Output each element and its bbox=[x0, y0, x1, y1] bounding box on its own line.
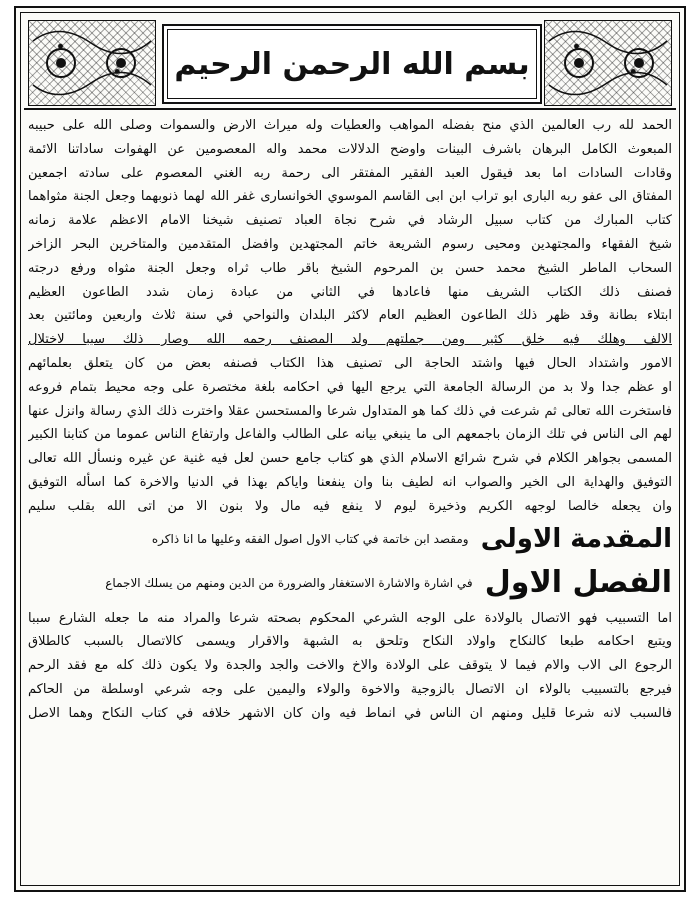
header-band bbox=[24, 16, 676, 110]
bismillah-title: بسم الله الرحمن الرحيم bbox=[174, 46, 530, 82]
floral-ornament-icon bbox=[28, 20, 156, 106]
text-line: السحاب الماطر الشيخ محمد حسن بن المرحوم الشيخ باقر طاب ثراه وجعل الجنة مثواه ورفع درجته bbox=[28, 260, 672, 276]
text-line: وان يجعله خالصا لوجهه الكريم وذخيرة ليوم لا ينفع فيه مال ولا بنون الا من اتى الله بقلب سليم bbox=[28, 498, 672, 514]
text-line: فالسبب لانه شرعا قليل ومنهم ان الناس في انماط فيه وان كان الاشهر خلافه في كتاب النكاح وهما الاصل bbox=[28, 705, 672, 721]
text-line: اما التسبيب فهو الاتصال بالولادة على الوجه الشرعي المحكوم بصحته شرعا والمراد منه ما جعله الشارع سببا bbox=[28, 610, 672, 626]
text-line: الرجوع الى الاب والام فيما لا يتوقف على الولادة والاخ والاخت والجد والجدة ولا يكون ذلك كله مع فقد الرحم bbox=[28, 658, 672, 674]
text-line: فصنف ذلك الكتاب الشريف منها فاعادها في الثاني من عبادة زمان شدد الطاعون العظيم bbox=[28, 284, 672, 300]
floral-ornament-icon bbox=[544, 20, 672, 106]
text-line: الالف وهلك فيه خلق كثير ومن جملتهم ولد المصنف رحمه الله وصار ذلك سببا لاختلال bbox=[28, 332, 672, 348]
text-line: الامور واشتداد الحال فيها واشتد الحاجة الى تصنيف هذا الكتاب فصنفه بعض من كان يتعلق بعلمائهم bbox=[28, 355, 672, 371]
text-line: كتاب المبارك من كتاب سبيل الرشاد في شرح نجاة العباد تصنيف شيخنا الامام الاعظم علامة زمانه bbox=[28, 213, 672, 229]
section-intro: ومقصد ابن خاتمة في كتاب الاول اصول الفقه وعليها ما انا ذاكره bbox=[151, 531, 469, 546]
text-line: الحمد لله رب العالمين الذي منح بفضله المواهب والعطيات وله ميراث الارض والسموات وصلى الله على حبيبه bbox=[28, 118, 672, 133]
text-line: المفتاق الى عفو ربه البارى ابو تراب ابن ابى القاسم الموسوي الخوانسارى غفر الله لهما ذنوبهما وجعل الجنة مثواهما bbox=[28, 189, 672, 205]
text-line: فاستخرت الله تعالى ثم شرعت في ذلك كما هو المتداول شرعا والمستحسن عقلا واخترت ذلك الذي رسالة وانزل عنها bbox=[28, 403, 672, 419]
text-line: فيرجع بالتسبيب بالولاء ان الاتصال بالزوجية والاخوة والولاء واليمين على وجه شرعي اوسلطة من الحاكم bbox=[28, 681, 672, 697]
text-line: التوفيق والهداية الى الخير والصواب انه لطيف بنا وان ينفعنا واياكم بهذا في الدنيا والاخرة كما اسأله التوفيق bbox=[28, 474, 672, 490]
text-line: وقادات السادات اما بعد فيقول العبد الفقير المفتقر الى رحمة ربه الغني المعصوم على سادته اجمعين bbox=[28, 165, 672, 181]
text-line: المسمى بجواهر الكلام في شرح شرائع الاسلام الذي هو كتاب جامع حسن لعل فيه غنية عن غيره ونسأل الله تعالى bbox=[28, 451, 672, 467]
text-line: ابتلاء بطانة وقد ظهر ذلك الطاعون العظيم العام لاكثر البلدان والنواحي في سنة ثلاث واربعين ومائتين بعد bbox=[28, 308, 672, 324]
text-line: ويتبع احكامه طبعا كالنكاح واولاد النكاح وتلحق به الشبهة والاقرار ويسمى كالاتصال بالسبب كالطلاق bbox=[28, 634, 672, 650]
text-line: شيخ الفقهاء والمجتهدين ومحيى رسوم الشريعة خاتم المجتهدين وافضل المتقدمين والمتاخرين البحر الزاخر bbox=[28, 236, 672, 252]
manuscript-page bbox=[14, 6, 686, 892]
text-line: المبعوث الكامل البرهان باشرف البينات واوضح الدلالات محمد واله المعصومين عن الهفوات ساداتنا الائمة bbox=[28, 141, 672, 157]
manuscript-text bbox=[28, 114, 672, 880]
chapter-heading-row bbox=[28, 559, 672, 607]
section-heading-row bbox=[28, 519, 672, 559]
chapter-heading: الفصل الاول bbox=[484, 564, 672, 600]
text-line: او عظم جدا ولا بد من الرسالة الجامعة التي يرجع اليها في احكامه بلغة مختصرة على وجه محيط بتمام فروعه bbox=[28, 379, 672, 395]
section-heading: المقدمة الاولى bbox=[480, 523, 672, 554]
bismillah-cartouche bbox=[162, 24, 542, 104]
chapter-intro: في اشارة والاشارة الاستغفار والضرورة من الدين ومنهم من يسلك الاجماع bbox=[105, 575, 473, 590]
text-line: لهم الى الناس في تلك الزمان باجمعهم الى ما ينبغي بيانه على الطالب والفاعل وارتفاع الناس عموما من كتابنا الكبير bbox=[28, 427, 672, 443]
